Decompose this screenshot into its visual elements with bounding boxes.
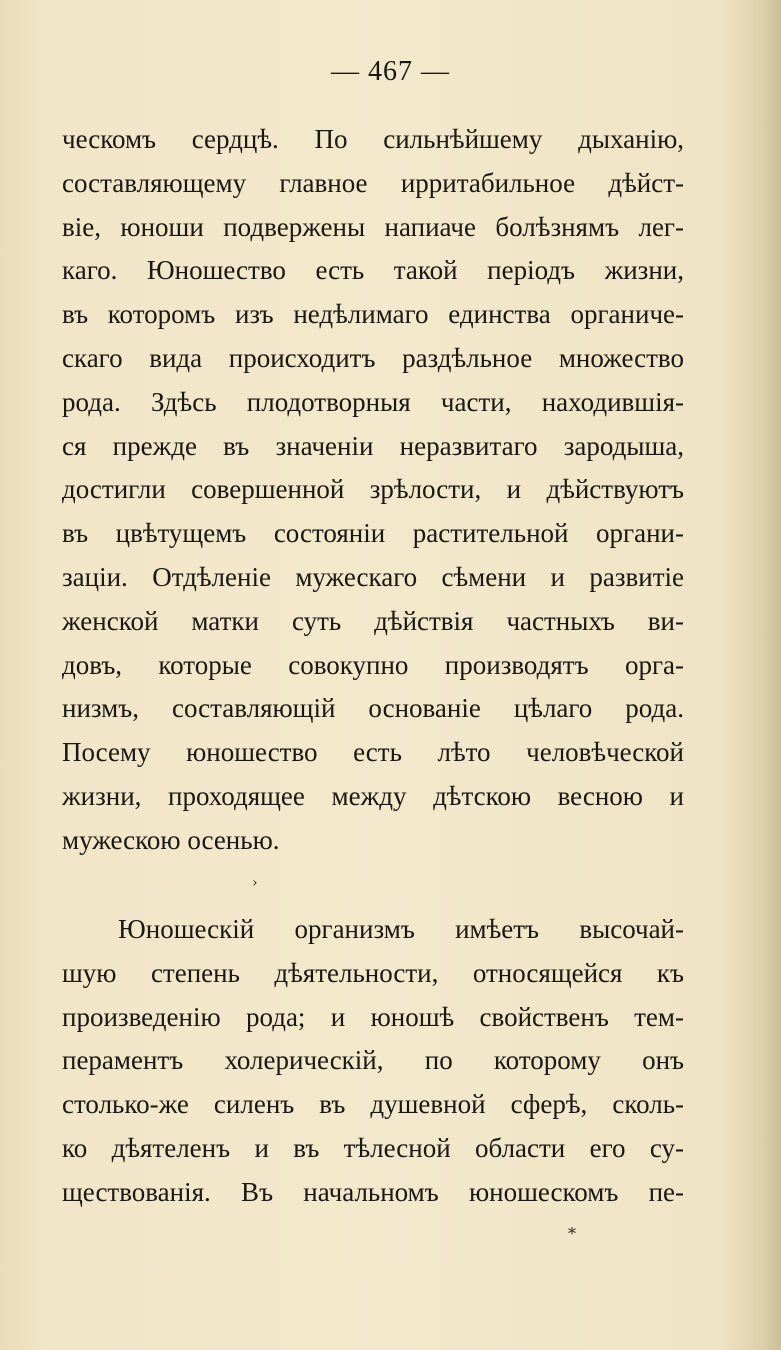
text-line: ся прежде въ значеніи неразвитаго зародыша, [62, 430, 684, 461]
text-line: мужескою осенью. [62, 824, 280, 855]
text-line: Посему юношество есть лѣто человѣческой [62, 737, 684, 768]
text-line: жизни, проходящее между дѣтскою весною и [62, 780, 684, 811]
text-line: низмъ, составляющій основаніе цѣлаго рода. [62, 693, 684, 724]
text-line: Юношескій организмъ имѣетъ высочай- [118, 914, 684, 944]
text-line: женской матки суть дѣйствія частныхъ ви- [62, 605, 684, 636]
page-number: — 467 — [331, 56, 450, 87]
text-line: достигли совершенной зрѣлости, и дѣйствуютъ [62, 474, 684, 505]
text-line: ществованія. Въ начальномъ юношескомъ пе- [62, 1176, 684, 1207]
text-line: произведенію рода; и юношѣ свойственъ тем- [62, 1001, 684, 1032]
page-edge-shadow [721, 0, 781, 1350]
text-line: каго. Юношество есть такой періодъ жизни, [62, 255, 684, 286]
separator-mark: › [252, 875, 258, 891]
text-line: рода. Здѣсь плодотворныя части, находившія- [62, 386, 684, 417]
paragraph-1 [62, 118, 684, 863]
paragraph-2 [62, 908, 684, 1215]
text-line: въ которомъ изъ недѣлимаго единства органиче- [62, 299, 684, 330]
text-line: довъ, которые совокупно производятъ орга- [62, 649, 684, 680]
text-line: шую степень дѣятельности, относящейся къ [62, 957, 684, 988]
text-line: скаго вида происходитъ раздѣльное множество [62, 342, 684, 373]
text-line: столько-же силенъ въ душевной сферѣ, сколь- [62, 1089, 684, 1120]
footer-asterisk: * [568, 1224, 576, 1243]
text-line: пераментъ холерическій, по которому онъ [62, 1045, 684, 1076]
text-line: въ цвѣтущемъ состояніи растительной органи- [62, 518, 684, 549]
text-line: составляющему главное ирритабильное дѣйст- [62, 167, 684, 198]
text-line: заціи. Отдѣленіе мужескаго сѣмени и развитіе [62, 561, 684, 592]
text-line: ческомъ сердцѣ. По сильнѣйшему дыханію, [62, 124, 684, 154]
text-line: віе, юноши подвержены напиаче болѣзнямъ лег- [62, 211, 684, 242]
text-line: ко дѣятеленъ и въ тѣлесной области его су- [62, 1132, 684, 1163]
